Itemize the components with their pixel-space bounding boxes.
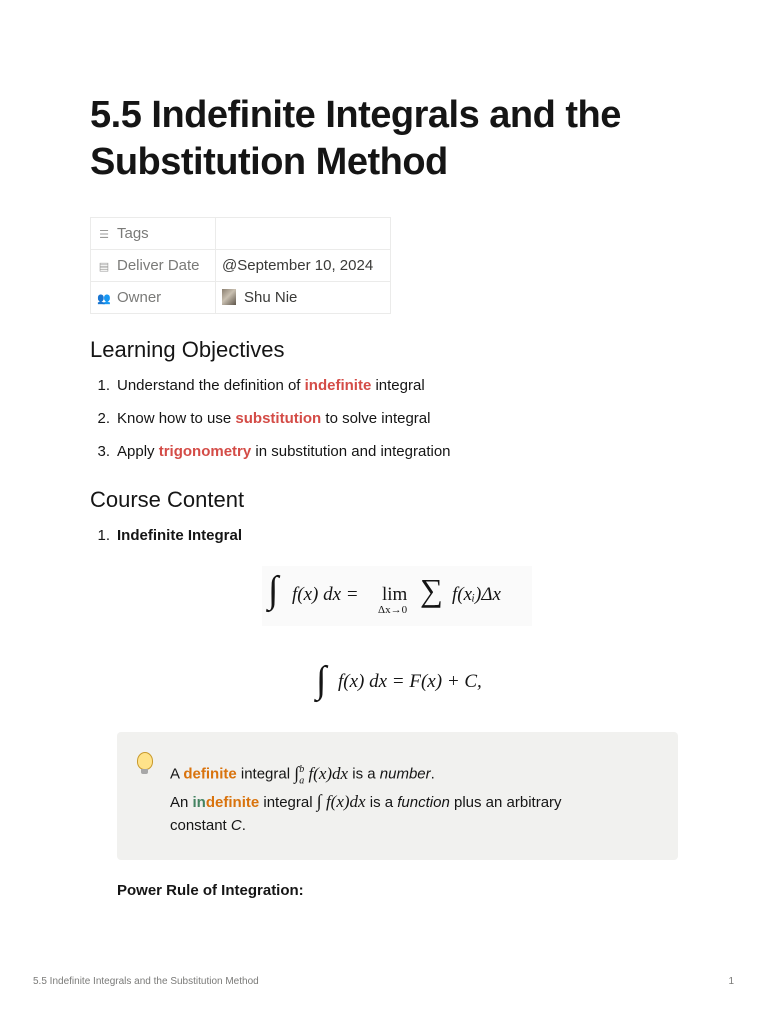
properties-table	[90, 217, 391, 314]
integral-limit-equation: ∫ f(x) dx = lim Δx→0 ∑ f(xᵢ)Δx	[262, 566, 532, 626]
integral-sign: ∫	[316, 659, 327, 701]
tags-value[interactable]	[216, 218, 391, 250]
indefinite-integral-label: Indefinite Integral	[117, 527, 243, 544]
callout-line: An indefinite integral ∫ f(x)dx is a function plus an arbitrary	[170, 791, 562, 811]
list-item: 3. Apply trigonometry in substitution and integration	[97, 443, 451, 460]
integral-sign: ∫	[268, 569, 279, 611]
property-row-tags[interactable]: ☰ Tags	[91, 218, 391, 250]
highlight-text: indefinite	[304, 377, 372, 394]
calendar-icon: ▤	[98, 261, 110, 273]
deliver-date-value[interactable]: @September 10, 2024	[216, 250, 391, 282]
course-content-list	[90, 526, 690, 559]
highlight-text: trigonometry	[158, 443, 252, 460]
list-item: 1. Understand the definition of indefinite integral	[97, 377, 425, 394]
lightbulb-icon	[137, 752, 153, 770]
antiderivative-equation: ∫ f(x) dx = F(x) + C,	[316, 659, 482, 701]
course-content-heading: Course Content	[90, 487, 245, 512]
callout-line: A definite integral $\int_a^b$ f(x)dx is a number.	[170, 762, 435, 787]
list-item: 1. Indefinite Integral	[90, 526, 690, 559]
list-icon: ☰	[99, 229, 109, 241]
owner-name: Shu Nie	[244, 289, 298, 306]
callout-box	[117, 732, 678, 860]
avatar	[222, 289, 236, 305]
callout-line: constant C.	[170, 817, 246, 834]
sum-sign: ∑	[420, 572, 443, 608]
property-row-deliver-date[interactable]: ▤ Deliver Date @September 10, 2024	[91, 250, 391, 282]
people-icon: 👥	[97, 293, 111, 305]
footer-page-number: 1	[728, 976, 734, 987]
property-row-owner[interactable]: 👥 Owner Shu Nie	[91, 282, 391, 314]
learning-objectives-list	[90, 376, 690, 475]
highlight-text: substitution	[235, 410, 322, 427]
learning-objectives-heading: Learning Objectives	[90, 337, 285, 362]
power-rule-heading: Power Rule of Integration:	[117, 882, 304, 899]
footer-document-title: 5.5 Indefinite Integrals and the Substitution Method	[33, 976, 259, 987]
list-item: 2. Know how to use substitution to solve integral	[97, 410, 431, 427]
page-title: 5.5 Indefinite Integrals and the Substitution Method	[90, 94, 621, 183]
